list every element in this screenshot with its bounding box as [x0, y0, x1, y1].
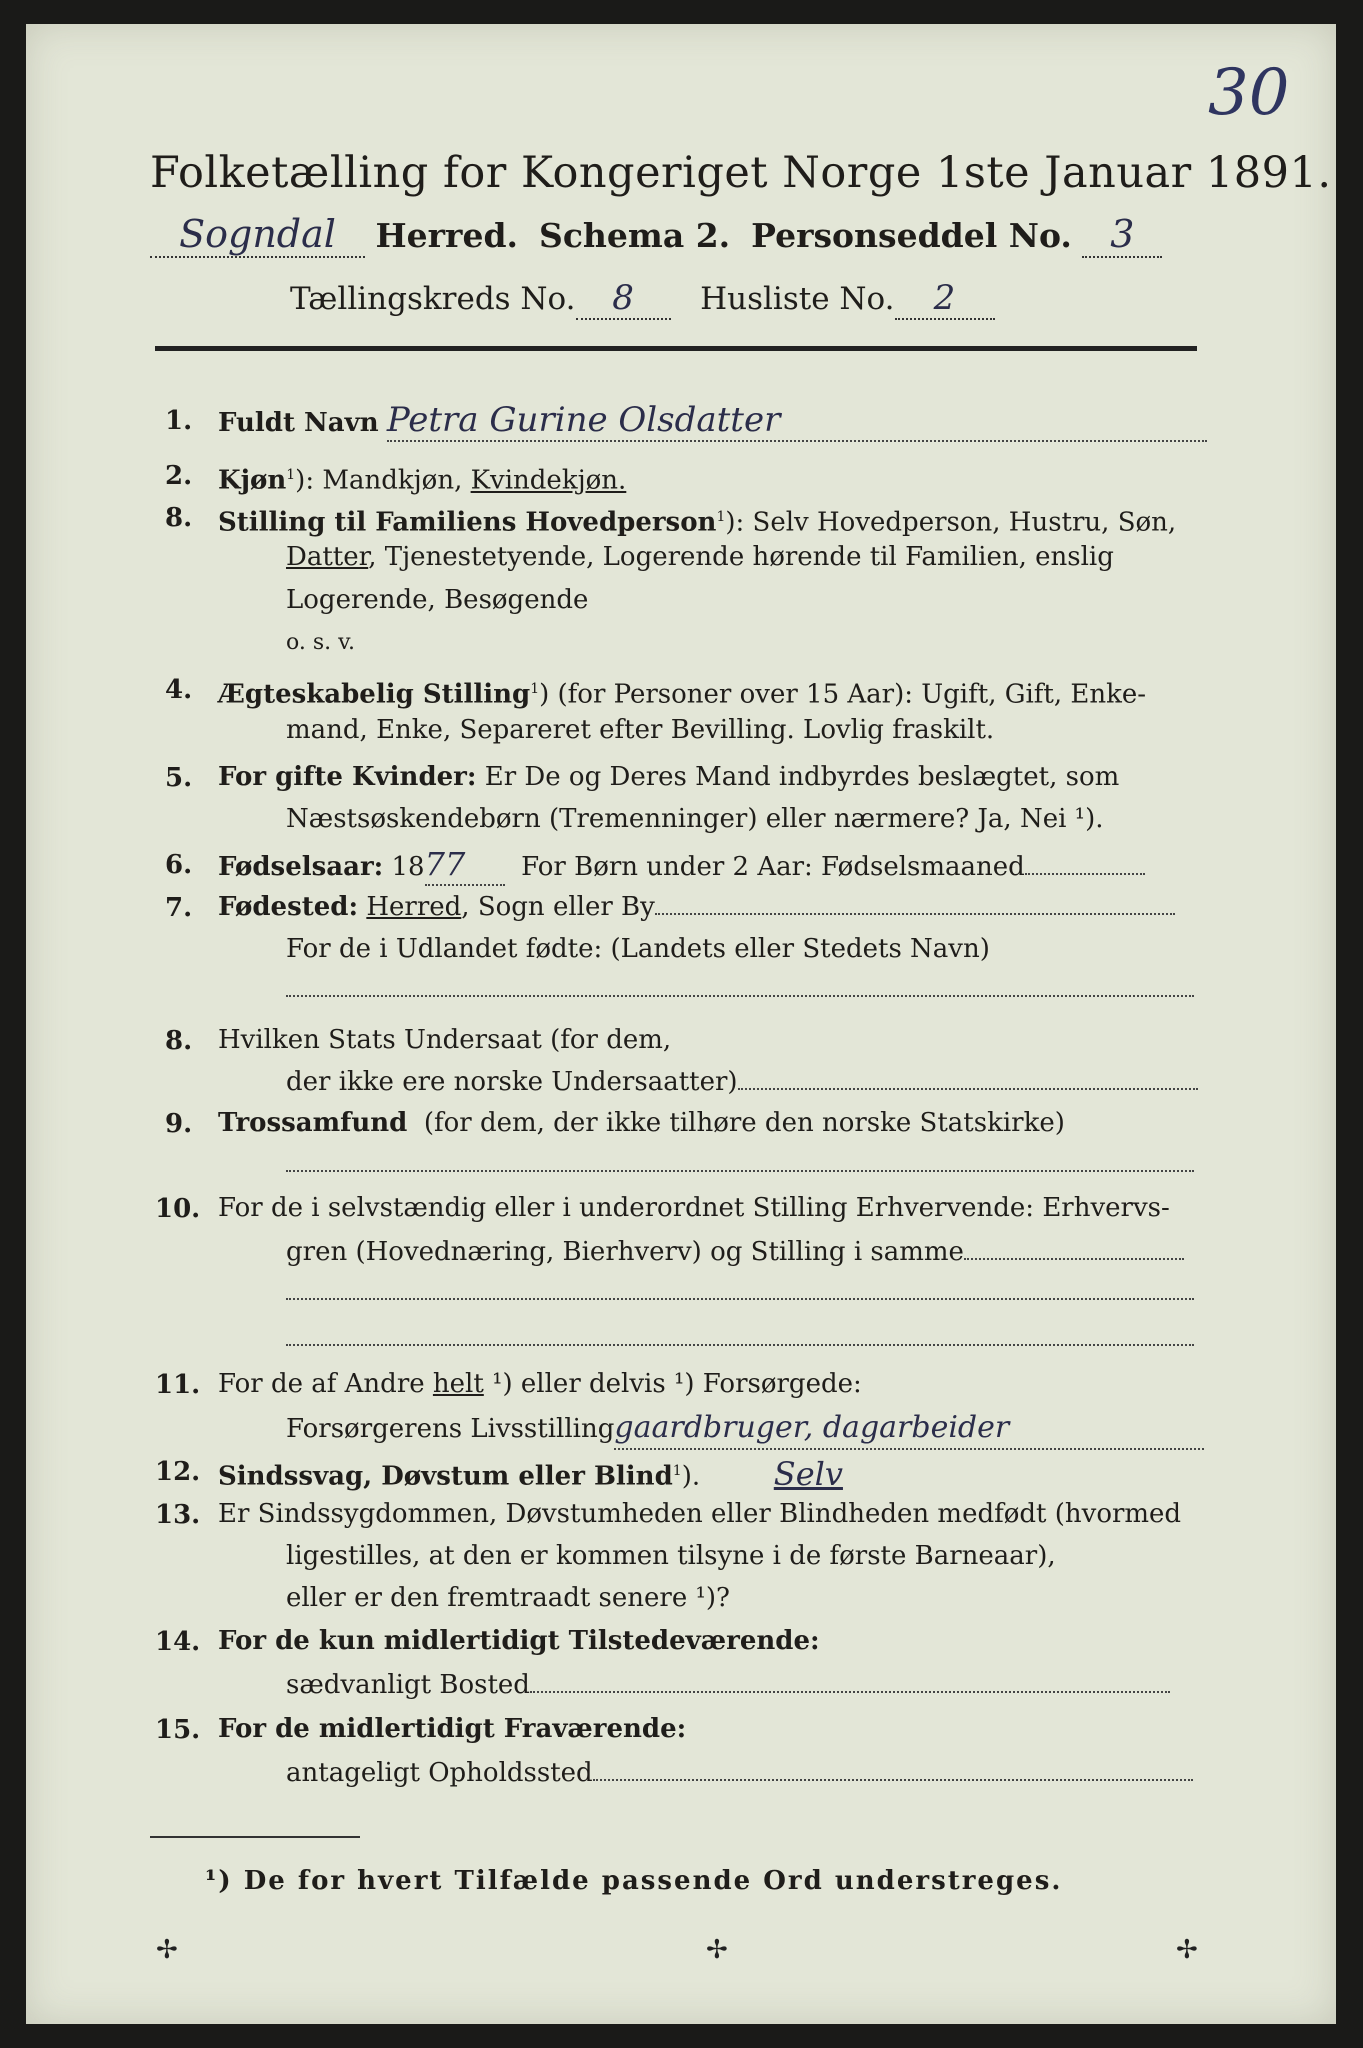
q8-line1: Hvilken Stats Undersaat (for dem,	[218, 1025, 672, 1055]
schema-label: Schema 2.	[539, 216, 731, 255]
q9-blank-line	[286, 1170, 1194, 1172]
q11-line2	[286, 1408, 1204, 1450]
q9-line1	[218, 1103, 1065, 1143]
q12-number: 12.	[155, 1457, 201, 1487]
q10-field	[964, 1258, 1184, 1260]
q11-value: gaardbruger, dagarbeider	[614, 1408, 1204, 1450]
footnote: ¹) De for hvert Tilfælde passende Ord understreges.	[205, 1866, 1063, 1896]
q7-line1	[218, 887, 1175, 927]
q14-field	[530, 1691, 1170, 1693]
q2-text: ): Mandkjøn,	[295, 465, 471, 496]
header-line-herred	[150, 212, 1162, 258]
header-line-kreds	[290, 278, 995, 320]
q11-underlined: helt	[432, 1369, 484, 1399]
q1-row	[218, 400, 1207, 443]
q12-value: Selv	[773, 1454, 843, 1493]
registration-mark-center: ✢	[706, 1935, 728, 1965]
q5-line1	[218, 757, 1119, 797]
q7-line2: For de i Udlandet fødte: (Landets eller Stedets Navn)	[286, 934, 990, 964]
q3-text1: ): Selv Hovedperson, Hustru, Søn,	[725, 507, 1177, 538]
q1-number: 1.	[165, 406, 193, 436]
q10-blank-line-1	[286, 1298, 1194, 1300]
q6-row	[218, 844, 1145, 887]
q5-line2: Næstsøskendebørn (Tremenninger) eller nærmere? Ja, Nei ¹).	[286, 804, 1104, 834]
q9-text: (for dem, der ikke tilhøre den norske Statskirke)	[423, 1108, 1065, 1138]
personseddel-value: 3	[1082, 212, 1162, 258]
q14-line1: For de kun midlertidigt Tilstedeværende:	[218, 1626, 820, 1656]
q7-number: 7.	[165, 893, 193, 923]
q10-number: 10.	[155, 1194, 201, 1224]
form-title: Folketælling for Kongeriget Norge 1ste Januar 1891.	[150, 148, 1332, 198]
q6-label: Fødselsaar:	[218, 852, 384, 882]
q3-text2: , Tjenestetyende, Logerende hørende til Familien, enslig	[368, 542, 1114, 572]
q3-line4: o. s. v.	[286, 630, 355, 655]
q9-number: 9.	[165, 1109, 193, 1139]
q15-line2	[286, 1753, 1193, 1793]
q5-number: 5.	[165, 763, 193, 793]
q8-field	[738, 1088, 1198, 1090]
q7-label: Fødested:	[218, 892, 359, 922]
q11-text1a: For de af Andre	[218, 1369, 433, 1399]
q4-label: Ægteskabelig Stilling	[218, 679, 531, 710]
q10-line2	[286, 1232, 1184, 1272]
q2-label: Kjøn	[218, 465, 287, 496]
q10-line1: For de i selvstændig eller i underordnet Stilling Erhvervende: Erhvervs-	[218, 1193, 1170, 1223]
kreds-value: 8	[576, 278, 671, 320]
q11-text1b: ¹) eller delvis ¹) Forsørgede:	[483, 1369, 862, 1399]
q1-value: Petra Gurine Olsdatter	[387, 400, 1207, 442]
q13-line1: Er Sindssygdommen, Døvstumheden eller Blindheden medfødt (hvormed	[218, 1499, 1182, 1529]
q12-rest: ).	[681, 1461, 701, 1492]
q4-text1: ) (for Personer over 15 Aar): Ugift, Gift, Enke-	[539, 679, 1147, 710]
q7-blank-line	[286, 995, 1194, 997]
q3-line1: Stilling til Familiens Hovedperson$^1$): Selv Hovedperson, Hustru, Søn,	[218, 507, 1177, 538]
herred-value: Sogndal	[150, 212, 365, 258]
herred-label: Herred.	[375, 216, 519, 255]
q3-label: Stilling til Familiens Hovedperson	[218, 507, 717, 538]
q4-number: 4.	[165, 675, 193, 705]
q6-prefix: 18	[391, 852, 425, 882]
q12-row: Sindssvag, Døvstum eller Blind$^1$). Selv	[218, 1451, 908, 1497]
q5-text1: Er De og Deres Mand indbyrdes beslægtet, som	[484, 762, 1120, 792]
q14-line2	[286, 1665, 1170, 1705]
q1-label: Fuldt Navn	[218, 408, 379, 438]
q10-text2: gren (Hovednæring, Bierhverv) og Stilling i samme	[286, 1237, 964, 1267]
q6-value: 77	[425, 844, 505, 886]
page-number: 30	[1208, 56, 1290, 130]
footnote-rule	[150, 1836, 360, 1838]
q8-line2	[286, 1062, 1198, 1102]
q2-row: Kjøn$^1$): Mandkjøn, Kvindekjøn.	[218, 465, 627, 496]
registration-mark-left: ✢	[156, 1935, 178, 1965]
q4-line2: mand, Enke, Separeret efter Bevilling. Lovlig fraskilt.	[286, 715, 995, 745]
q11-number: 11.	[155, 1370, 201, 1400]
q2-underlined: Kvindekjøn.	[470, 465, 627, 496]
q8-text2: der ikke ere norske Undersaatter)	[286, 1067, 738, 1097]
q6-rest: For Børn under 2 Aar: Fødselsmaaned	[521, 852, 1025, 882]
q12-label: Sindssvag, Døvstum eller Blind	[218, 1461, 673, 1492]
q3-underlined: Datter	[286, 542, 369, 572]
q13-number: 13.	[155, 1500, 201, 1530]
q3-number: 8.	[165, 503, 193, 533]
kreds-label: Tællingskreds No.	[290, 281, 576, 317]
q7-rest: , Sogn eller By	[461, 892, 655, 922]
q3-line2	[286, 537, 1114, 577]
q15-line1: For de midlertidigt Fraværende:	[218, 1714, 687, 1744]
q5-label: For gifte Kvinder:	[218, 762, 477, 792]
q7-underlined: Herred	[366, 892, 462, 922]
q7-field	[655, 913, 1175, 915]
q10-blank-line-2	[286, 1344, 1194, 1346]
q4-line1: Ægteskabelig Stilling$^1$) (for Personer over 15 Aar): Ugift, Gift, Enke-	[218, 679, 1147, 710]
q14-text2: sædvanligt Bosted	[286, 1670, 530, 1700]
q13-line2: ligestilles, at den er kommen tilsyne i de første Barneaar),	[286, 1541, 1056, 1571]
registration-mark-right: ✢	[1176, 1935, 1198, 1965]
q9-label: Trossamfund	[218, 1108, 408, 1138]
header-rule	[155, 346, 1197, 351]
q15-number: 15.	[155, 1715, 201, 1745]
husliste-label: Husliste No.	[700, 281, 895, 317]
q2-number: 2.	[165, 461, 193, 491]
q6-month-field	[1025, 873, 1145, 875]
q6-number: 6.	[165, 850, 193, 880]
q11-text2: Forsørgerens Livsstilling	[286, 1414, 615, 1444]
q14-number: 14.	[155, 1627, 201, 1657]
q3-line3: Logerende, Besøgende	[286, 585, 589, 615]
q11-line1	[218, 1364, 862, 1404]
q8-number: 8.	[165, 1026, 193, 1056]
q15-text2: antageligt Opholdssted	[286, 1758, 593, 1788]
q15-field	[593, 1779, 1193, 1781]
husliste-value: 2	[895, 278, 995, 320]
personseddel-label: Personseddel No.	[751, 216, 1072, 255]
q13-line3: eller er den fremtraadt senere ¹)?	[286, 1583, 730, 1613]
